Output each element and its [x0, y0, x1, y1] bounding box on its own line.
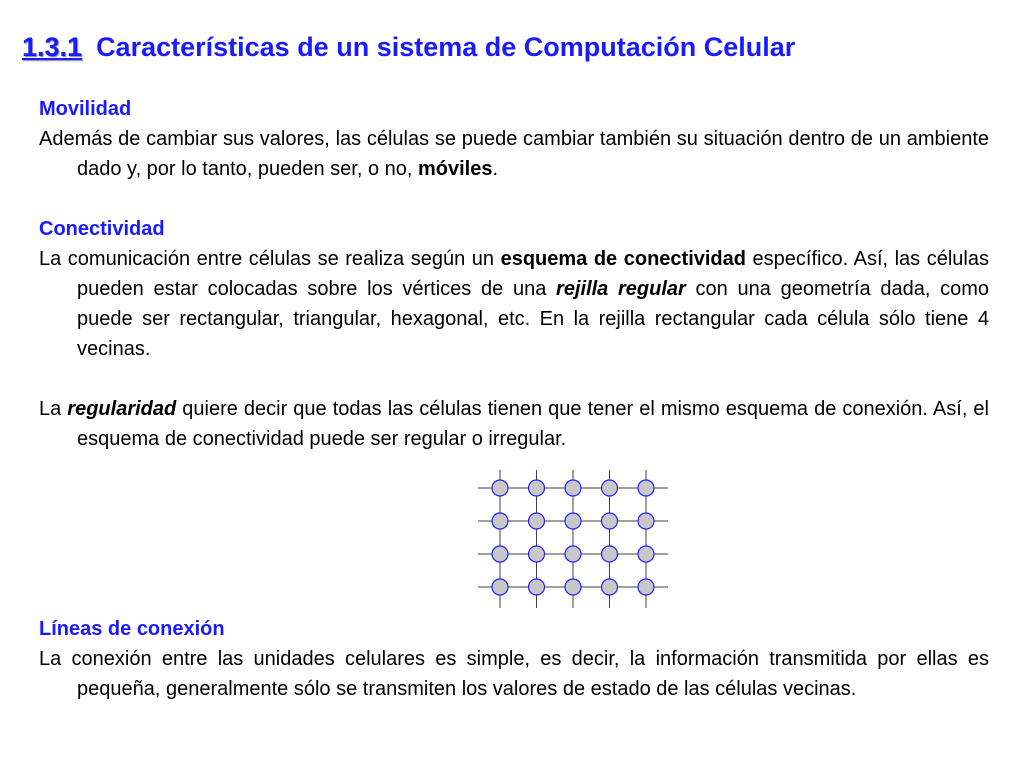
grid-svg	[470, 470, 672, 608]
paragraph-lineas	[39, 644, 989, 704]
conectividad-text-1: La comunicación entre células se realiza según un	[39, 248, 501, 270]
spacer	[39, 364, 989, 394]
section-number: 1.3.1	[22, 32, 83, 62]
grid-cell-node-0-1	[529, 480, 545, 496]
paragraph-regularidad	[39, 394, 989, 454]
grid-cell-node-3-2	[565, 579, 581, 595]
conectividad-bold-italic-rejilla: rejilla regular	[556, 278, 686, 300]
grid-cell-node-1-0	[492, 513, 508, 529]
heading-conectividad: Conectividad	[39, 218, 165, 240]
grid-cell-node-2-0	[492, 546, 508, 562]
grid-cell-node-1-4	[638, 513, 654, 529]
grid-cell-node-3-1	[529, 579, 545, 595]
conectividad-text-3: con una geometría dada, como puede ser rectangular, triangular, hexagonal, etc. En la rejilla rectangular cada célula sólo tiene 4 vecinas.	[77, 278, 989, 360]
movilidad-bold-moviles: móviles	[418, 158, 493, 180]
movilidad-text-2: .	[492, 158, 499, 180]
grid-cell-node-0-4	[638, 480, 654, 496]
slide-title	[22, 32, 795, 63]
conectividad-text-2: específico. Así, las células pueden estar colocadas sobre los vértices de una	[77, 248, 989, 300]
title-text: Características de un sistema de Computación Celular	[96, 32, 796, 62]
paragraph-movilidad	[39, 124, 989, 184]
grid-cell-node-1-2	[565, 513, 581, 529]
grid-cell-node-1-1	[529, 513, 545, 529]
grid-cell-node-3-3	[602, 579, 618, 595]
grid-cell-node-0-2	[565, 480, 581, 496]
grid-cell-node-3-0	[492, 579, 508, 595]
regularidad-bold-italic: regularidad	[67, 398, 177, 420]
slide-body-lower	[39, 614, 989, 704]
heading-movilidad: Movilidad	[39, 98, 132, 120]
grid-cell-node-2-3	[602, 546, 618, 562]
rectangular-grid-figure	[470, 470, 672, 608]
grid-cell-node-3-4	[638, 579, 654, 595]
grid-cell-node-0-3	[602, 480, 618, 496]
grid-cell-node-0-0	[492, 480, 508, 496]
grid-cell-node-1-3	[602, 513, 618, 529]
slide-body	[39, 94, 989, 454]
movilidad-text-1: Además de cambiar sus valores, las células se puede cambiar también su situación dentro de un ambiente dado y, por lo tanto, pueden ser, o no,	[39, 128, 989, 180]
paragraph-conectividad	[39, 244, 989, 364]
lineas-text-1: La conexión entre las unidades celulares es simple, es decir, la información transmitida por ellas es pequeña, generalmente sólo se transmiten los valores de estado de las células vecinas.	[39, 648, 989, 700]
grid-cell-node-2-2	[565, 546, 581, 562]
regularidad-text-1: La	[39, 398, 68, 420]
grid-cell-node-2-1	[529, 546, 545, 562]
conectividad-bold-esquema: esquema de conectividad	[500, 248, 746, 270]
regularidad-text-2: quiere decir que todas las células tienen que tener el mismo esquema de conexión. Así, el esquema de conectividad puede ser regular o irregular.	[77, 398, 989, 450]
grid-cell-node-2-4	[638, 546, 654, 562]
heading-lineas: Líneas de conexión	[39, 618, 225, 640]
spacer	[39, 184, 989, 214]
